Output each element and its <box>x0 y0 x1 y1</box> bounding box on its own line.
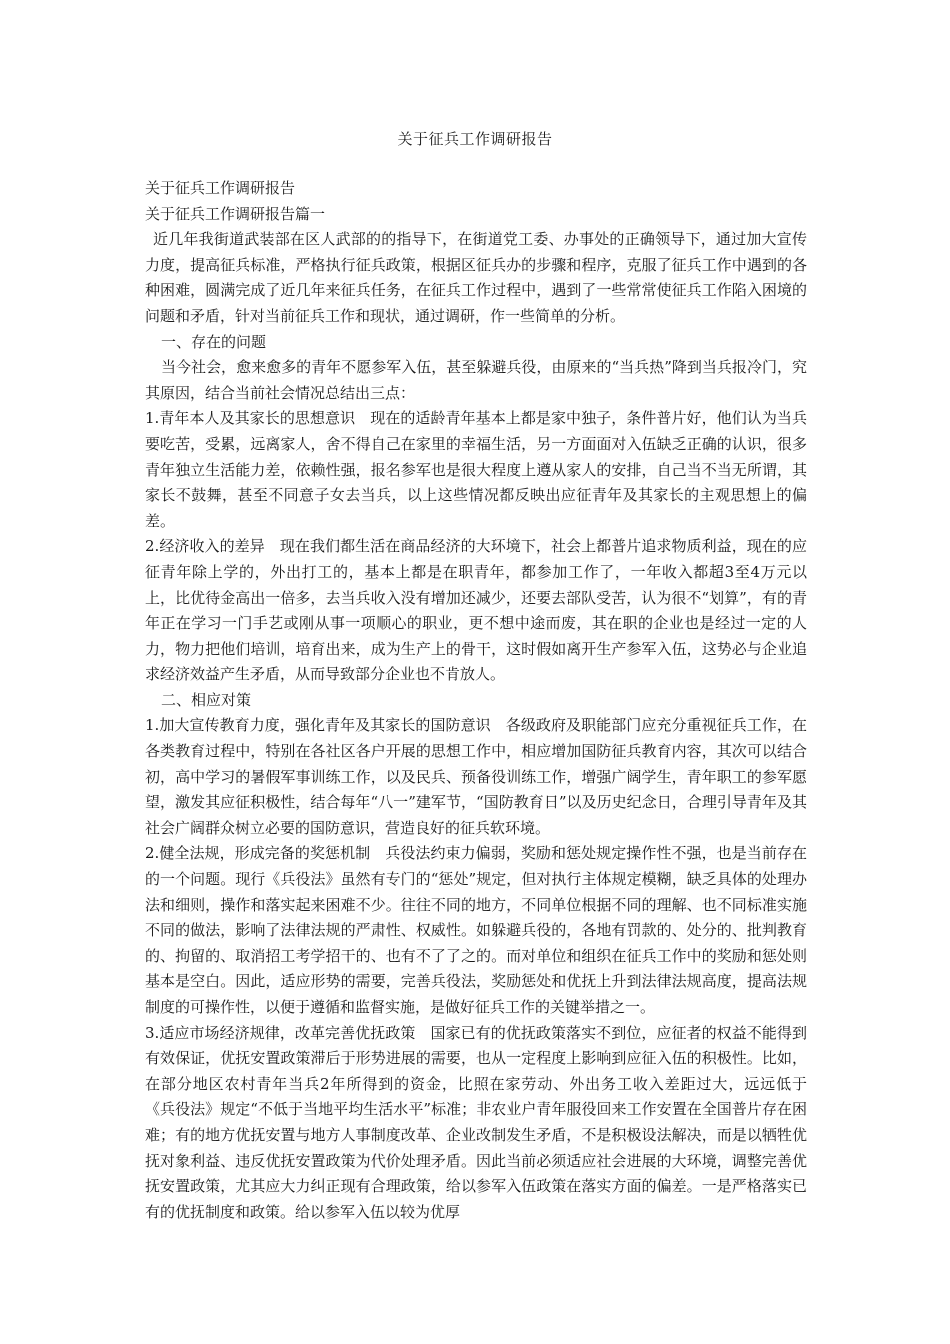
paragraph-measure-3: 3.适应市场经济规律，改革完善优抚政策 国家已有的优抚政策落实不到位，应征者的权益不能得到有效保证，优抚安置政策滞后于形势进展的需要，也从一定程度上影响到应征入伍的积极性。比如，在部分地区农村青年当兵2年所得到的资金，比照在家劳动、外出务工收入差距过大，远远低于 《兵役法》规定“不低于当地平均生活水平”标准；非农业户青年服役回来工作安置在全国普片存在困难；有的地方优抚安置与地方人事制度改革、企业改制发生矛盾，不是积极设法解决，而是以牺牲优抚对象利益、违反优抚安置政策为代价处理矛盾。因此当前必须适应社会进展的大环境，调整完善优抚安置政策，尤其应大力纠正现有合理政策，给以参军入伍政策在落实方面的偏差。一是严格落实已有的优抚制度和政策。给以参军入伍以较为优厚 <box>145 1023 823 1221</box>
paragraph-problem-1: 1.青年本人及其家长的思想意识 现在的适龄青年基本上都是家中独子，条件普片好，他们认为当兵要吃苦，受累，远离家人，舍不得自己在家里的幸福生活，另一方面面对入伍缺乏正确的认识，很多青年独立生活能力差，依赖性强，报名参军也是很大程度上遵从家人的安排，自己当不当无所谓，其家长不鼓舞，甚至不同意子女去当兵，以上这些情况都反映出应征青年及其家长的主观思想上的偏差。 <box>145 409 807 530</box>
paragraph-problems-summary: 当今社会，愈来愈多的青年不愿参军入伍，甚至躲避兵役，由原来的“当兵热”降到当兵报冷门，究其原因，结合当前社会情况总结出三点： <box>145 358 807 402</box>
paragraph-measure-2: 2.健全法规，形成完备的奖惩机制 兵役法约束力偏弱，奖励和惩处规定操作性不强，也是当前存在的一个问题。现行《兵役法》虽然有专门的“惩处”规定，但对执行主体规定模糊，缺乏具体的处理办法和细则，操作和落实起来困难不少。往往不同的地方，不同单位根据不同的理解、也不同标准实施不同的做法，影响了法律法规的严肃性、权威性。如躲避兵役的，各地有罚款的、处分的、批判教育的、拘留的、取消招工考学招干的、也有不了了之的。而对单位和组织在征兵工作中的奖励和惩处则基本是空白。因此，适应形势的需要，完善兵役法，奖励惩处和优抚上升到法律法规高度，提高法规制度的可操作性，以便于遵循和监督实施，是做好征兵工作的关键举措之一。 <box>145 844 807 1016</box>
paragraph-intro: 近几年我街道武装部在区人武部的的指导下，在街道党工委、办事处的正确领导下，通过加大宣传力度，提高征兵标准，严格执行征兵政策，根据区征兵办的步骤和程序，克服了征兵工作中遇到的各种困难，圆满完成了近几年来征兵任务，在征兵工作过程中，遇到了一些常常使征兵工作陷入困境的问题和矛盾，针对当前征兵工作和现状，通过调研，作一些简单的分析。 <box>145 230 807 325</box>
section-title-measures: 二、相应对策 <box>161 690 252 709</box>
section-title-problems: 一、存在的问题 <box>161 332 267 351</box>
document-title: 关于征兵工作调研报告 <box>397 130 553 148</box>
paragraph-measure-1: 1.加大宣传教育力度，强化青年及其家长的国防意识 各级政府及职能部门应充分重视征兵工作，在各类教育过程中，特别在各社区各户开展的思想工作中，相应增加国防征兵教育内容，其次可以结合初，高中学习的暑假军事训练工作，以及民兵、预备役训练工作，增强广阔学生，青年职工的参军愿望，激发其应征积极性，结合每年“八一”建军节，“国防教育日”以及历史纪念日，合理引导青年及其社会广阔群众树立必要的国防意识，营造良好的征兵软环境。 <box>145 716 807 837</box>
paragraph-problem-2: 2.经济收入的差异 现在我们都生活在商品经济的大环境下，社会上都普片追求物质利益，现在的应征青年除上学的，外出打工的，基本上都是在职青年，都参加工作了，一年收入都超3至4万元以上，比优待金高出一倍多，去当兵收入没有增加还减少，还要去部队受苦，认为很不“划算”，有的青年正在学习一门手艺或刚从事一项顺心的职业，更不想中途而废，其在职的企业也是经过一定的人力，物力把他们培训，培育出来，成为生产上的骨干，这时假如离开生产参军入伍，这势必与企业追求经济效益产生矛盾，从而导致部分企业也不肯放人。 <box>145 537 807 684</box>
document-body <box>145 176 823 1225</box>
section-heading: 关于征兵工作调研报告 <box>145 179 296 197</box>
section-subheading: 关于征兵工作调研报告篇一 <box>145 204 326 223</box>
